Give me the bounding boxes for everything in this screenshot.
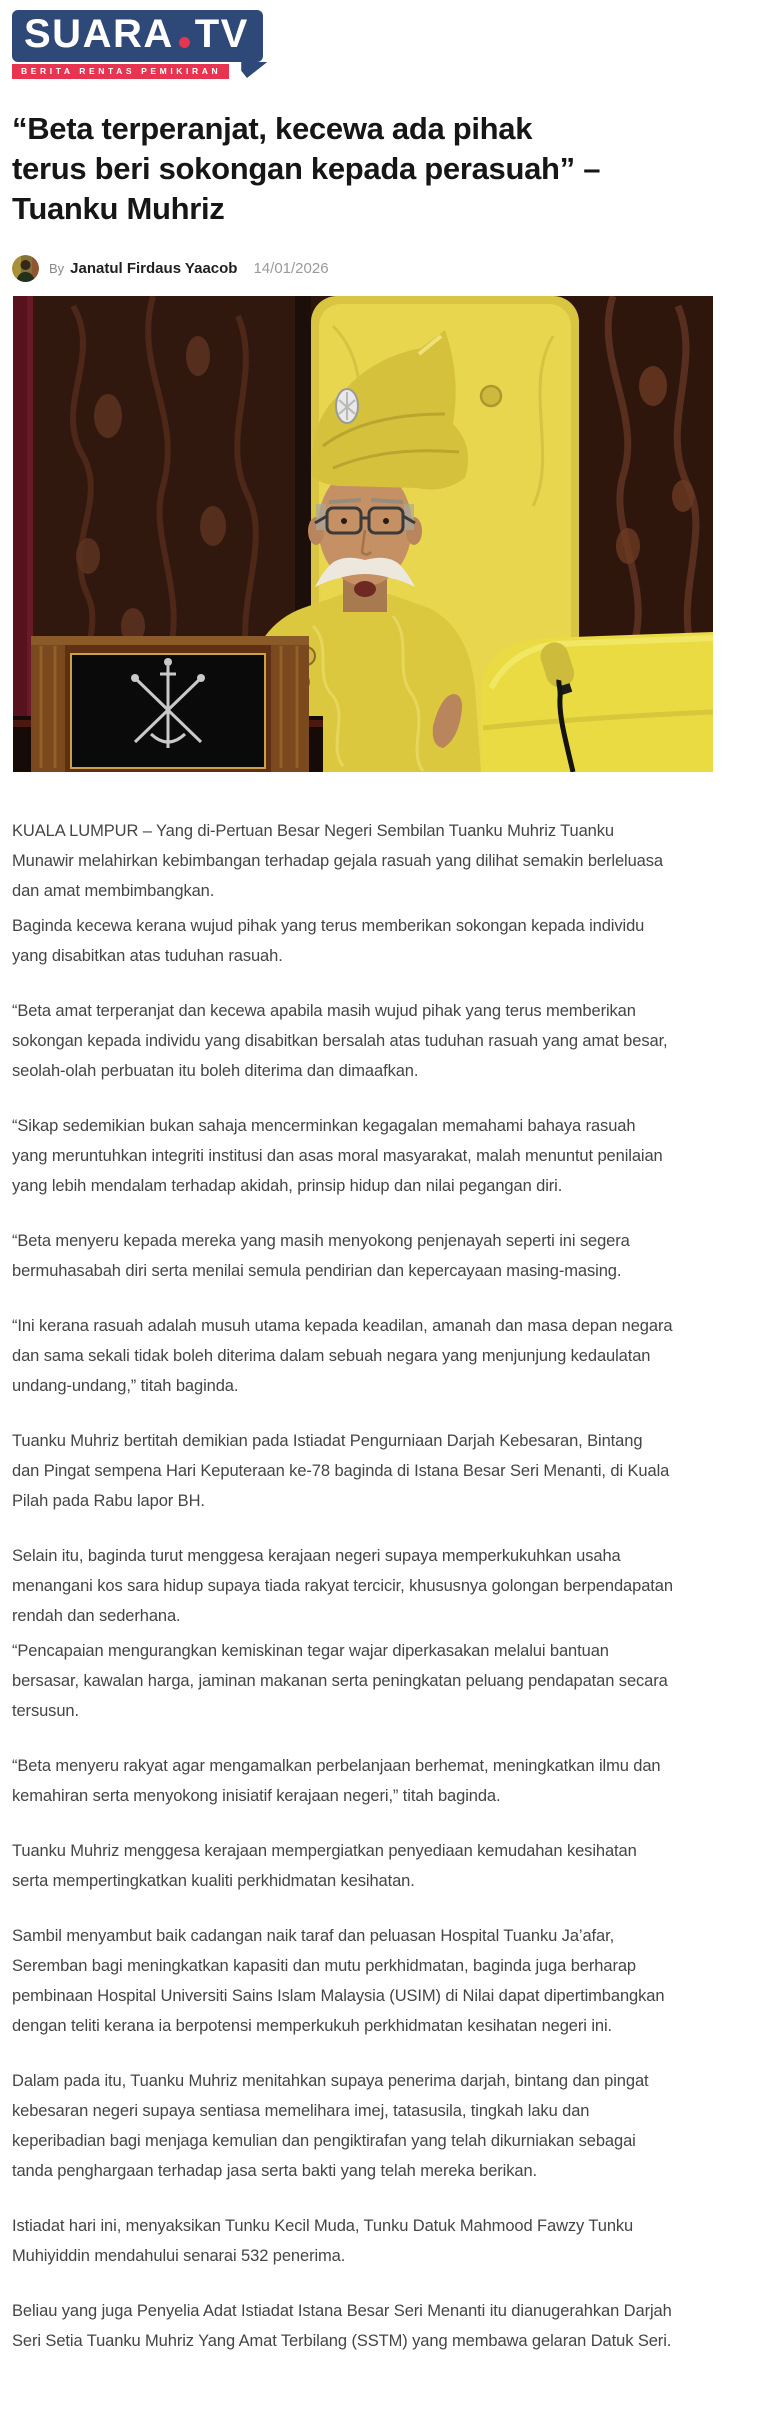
article-paragraph: “Beta amat terperanjat dan kecewa apabila masih wujud pihak yang terus memberikan sokongan kepada individu yang disabitkan bersalah atas tuduhan rasuah yang amat besar, seolah-olah perbuatan itu boleh diterima dan dimaafkan.	[12, 1002, 668, 1080]
article-paragraph: Tuanku Muhriz bertitah demikian pada Istiadat Pengurniaan Darjah Kebesaran, Bintang dan Pingat sempena Hari Keputeraan ke-78 baginda di Istana Besar Seri Menanti, di Kuala Pilah pada Rabu lapor BH.	[12, 1432, 670, 1510]
publish-date: 14/01/2026	[253, 260, 329, 277]
article-headline: “Beta terperanjat, kecewa ada pihak terus beri sokongan kepada perasuah” – Tuanku Muhriz	[12, 111, 601, 226]
byline	[12, 255, 722, 282]
article-paragraph: Sambil menyambut baik cadangan naik taraf dan peluasan Hospital Tuanku Ja’afar, Seremban bagi meningkatkan kapasiti dan mutu perkhidmatan, baginda juga berharap pembinaan Hospital Universiti Sains Islam Malaysia (USIM) di Nilai dapat dipertimbangkan dengan teliti kerana ia berpotensi memperkukuh perkhidmatan kesihatan negeri ini.	[12, 1927, 665, 2035]
logo-wordmark	[12, 10, 263, 62]
article-paragraph: Istiadat hari ini, menyaksikan Tunku Kecil Muda, Tunku Datuk Mahmood Fawzy Tunku Muhiyiddin mendahului senarai 532 penerima.	[12, 2217, 634, 2265]
logo-tagline: BERITA RENTAS PEMIKIRAN	[12, 64, 229, 79]
article-paragraph: Baginda kecewa kerana wujud pihak yang terus memberikan sokongan kepada individu yang disabitkan atas tuduhan rasuah.	[12, 917, 645, 965]
logo-dot-icon	[179, 37, 190, 48]
author-name[interactable]: Janatul Firdaus Yaacob	[70, 260, 238, 277]
logo-tagline-row	[12, 64, 267, 79]
author-avatar-image	[12, 255, 39, 282]
article-paragraph: Beliau yang juga Penyelia Adat Istiadat Istana Besar Seri Menanti itu dianugerahkan Darjah Seri Setia Tuanku Muhriz Yang Amat Terbilang (SSTM) yang membawa gelaran Datuk Seri.	[12, 2302, 672, 2350]
logo-speech-tail-icon	[241, 62, 267, 78]
logo-text-suara: SUARA	[24, 12, 174, 56]
article-paragraph: Tuanku Muhriz menggesa kerajaan mempergiatkan penyediaan kemudahan kesihatan serta mempertingkatkan kualiti perkhidmatan kesihatan.	[12, 1842, 637, 1890]
article-photo	[13, 296, 713, 772]
article-paragraph: “Pencapaian mengurangkan kemiskinan tegar wajar diperkasakan melalui bantuan bersasar, kawalan harga, jaminan makanan serta peningkatan peluang pendapatan secara tersusun.	[12, 1642, 668, 1720]
article-paragraph: Selain itu, baginda turut menggesa kerajaan negeri supaya memperkukuhkan usaha menangani kos sara hidup supaya tiada rakyat tercicir, khususnya golongan berpendapatan rendah dan sederhana.	[12, 1547, 673, 1625]
logo-text-tv: TV	[194, 12, 249, 56]
tengkolok-brooch-icon	[336, 389, 358, 423]
article-paragraph: “Beta menyeru kepada mereka yang masih menyokong penjenayah seperti ini segera bermuhasabah diri serta menilai semula pendirian dan kepercayaan masing-masing.	[12, 1232, 630, 1280]
article-body	[12, 816, 674, 2356]
site-logo[interactable]	[12, 10, 267, 79]
article-paragraph: Dalam pada itu, Tuanku Muhriz menitahkan supaya penerima darjah, bintang dan pingat kebesaran negeri supaya sentiasa memelihara imej, tatasusila, tingkah laku dan keperibadian bagi menjaga kemulian dan pengiktirafan yang telah dikurniakan sebagai tanda penghargaan terhadap jasa serta bakti yang telah mereka berikan.	[12, 2072, 649, 2180]
article-paragraph: KUALA LUMPUR – Yang di-Pertuan Besar Negeri Sembilan Tuanku Muhriz Tuanku Munawir melahirkan kebimbangan terhadap gejala rasuah yang dilihat semakin berleluasa dan amat membimbangkan.	[12, 822, 663, 900]
throne-photo-illustration	[13, 296, 713, 772]
article-paragraph: “Ini kerana rasuah adalah musuh utama kepada keadilan, amanah dan masa depan negara dan sama sekali tidak boleh diterima dalam sebuah negara yang menjunjung kedaulatan undang-undang,” titah baginda.	[12, 1317, 673, 1395]
author-avatar[interactable]	[12, 255, 39, 282]
byline-by-label: By	[49, 261, 65, 276]
article-paragraph: “Sikap sedemikian bukan sahaja mencerminkan kegagalan memahami bahaya rasuah yang meruntuhkan integriti institusi dan asas moral masyarakat, malah menuntut penilaian yang lebih mendalam terhadap akidah, prinsip hidup dan nilai pegangan diri.	[12, 1117, 663, 1195]
article-paragraph: “Beta menyeru rakyat agar mengamalkan perbelanjaan berhemat, meningkatkan ilmu dan kemahiran serta menyokong inisiatif kerajaan negeri,” titah baginda.	[12, 1757, 661, 1805]
